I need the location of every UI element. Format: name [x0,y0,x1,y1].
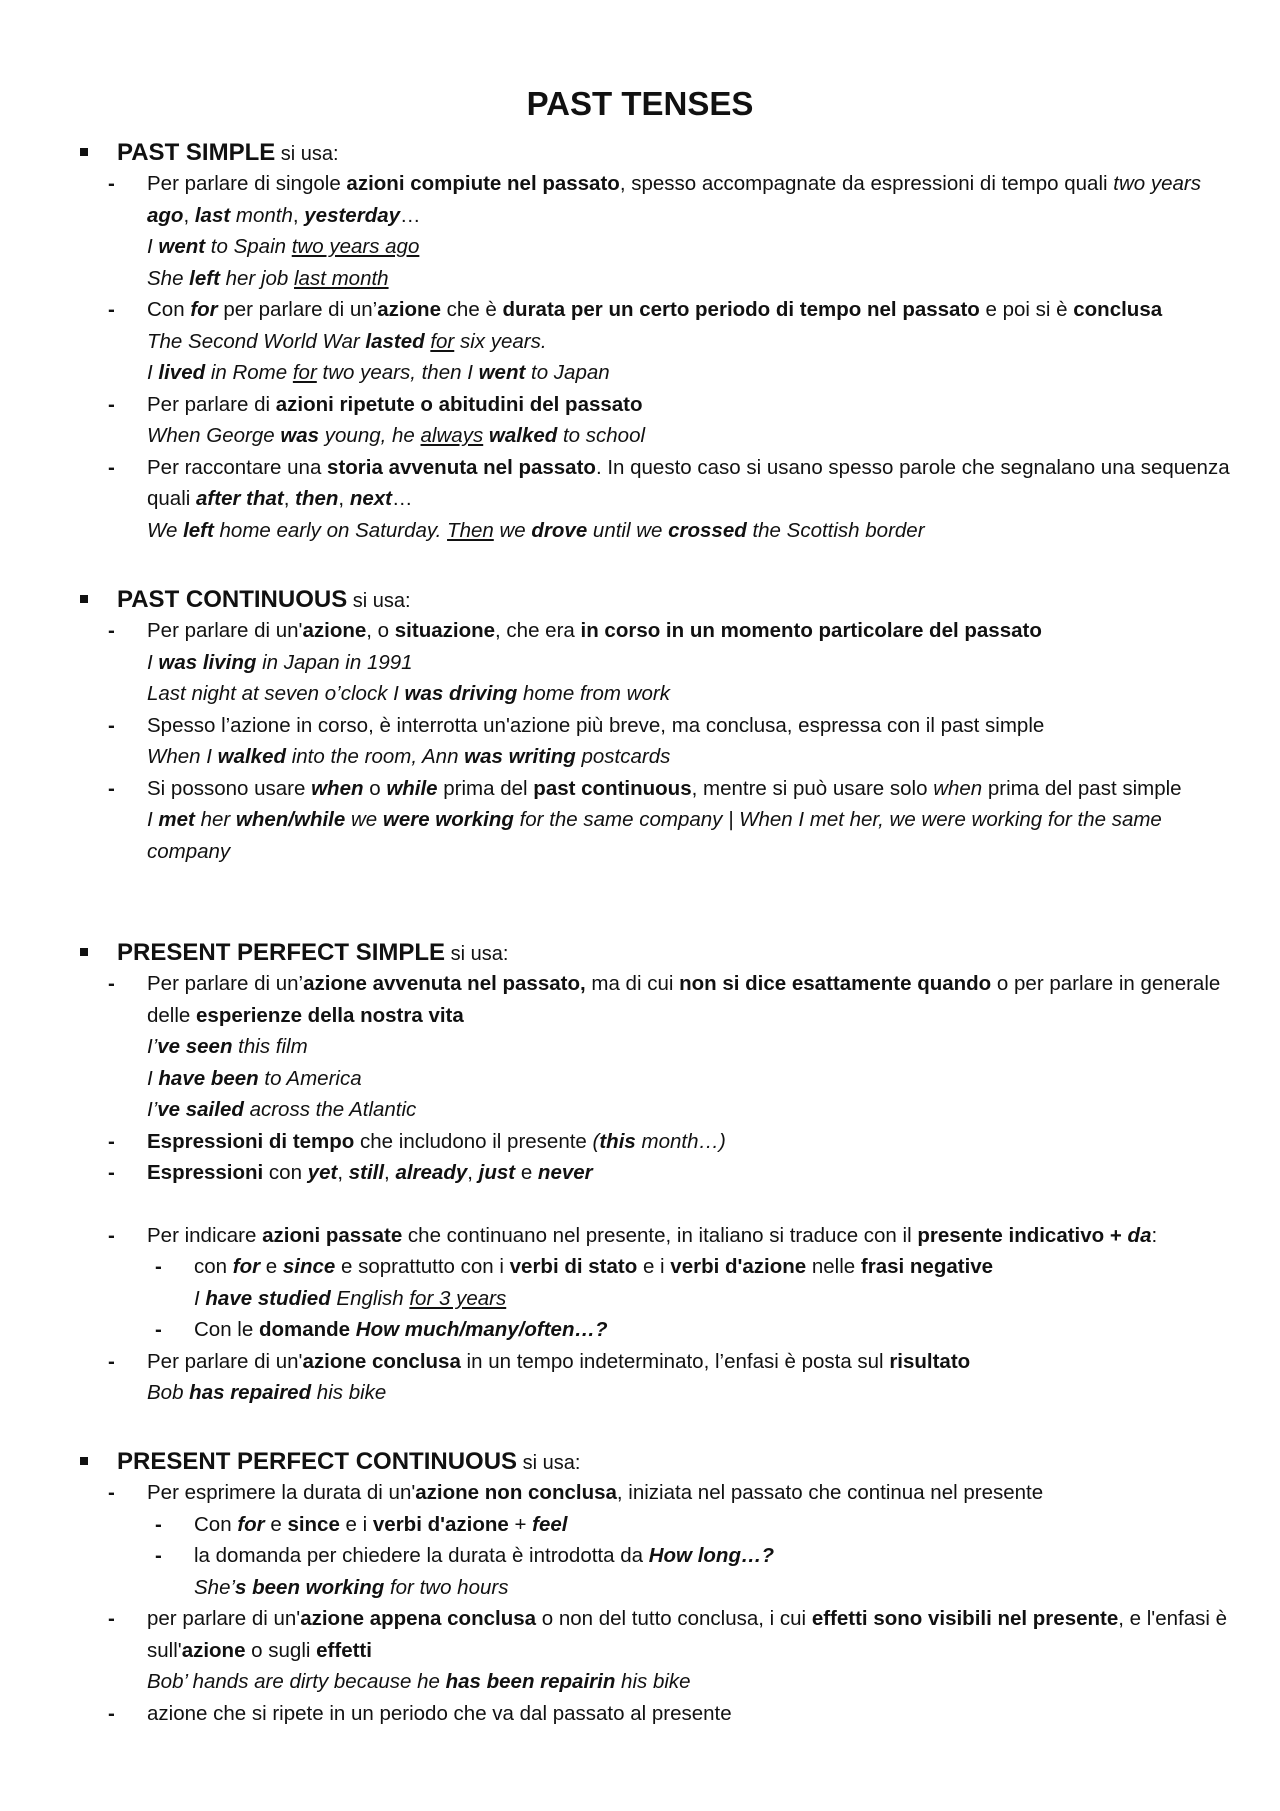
item-text: Per esprimere la durata di un'azione non conclusa, iniziata nel passato che continua nel presente [147,1481,1044,1504]
item-text: Con le domande How much/many/often…? [194,1318,608,1341]
dash-bullet-icon: - [108,455,115,479]
example-sentence [0,741,1280,773]
list-item [0,615,1280,647]
item-text: I’ve seen this film [147,1035,308,1058]
item-text: Bob has repaired his bike [147,1381,387,1404]
dash-bullet-icon: - [155,1318,162,1341]
square-bullet-icon [80,1457,88,1465]
item-text: Last night at seven o’clock I was driving home from work [147,682,670,705]
dash-bullet-icon: - [108,1161,115,1184]
dash-bullet-icon: - [108,776,115,800]
list-item [0,1698,1280,1730]
list-item [0,968,1280,1031]
section-past-simple [0,137,1280,546]
sub-list-item [0,1540,1280,1572]
example-sentence [0,1377,1280,1409]
item-text: I met her when/while we were working for the same company | When I met her, we were working for the same company [147,808,1162,863]
spacer [0,1189,1280,1220]
list-item [0,710,1280,742]
section-present-perfect-simple [0,937,1280,1409]
dash-bullet-icon: - [108,1349,115,1373]
list-item [0,1346,1280,1378]
item-text: con for e since e soprattutto con i verbi di stato e i verbi d'azione nelle frasi negative [194,1255,994,1278]
section-title-suffix: si usa: [445,943,509,965]
square-bullet-icon [80,148,88,156]
list-item [0,1126,1280,1158]
section-heading [0,1446,1280,1477]
example-sentence [0,326,1280,358]
item-text: Per parlare di un’azione avvenuta nel passato, ma di cui non si dice esattamente quando o per parlare in generale delle esperienze della nostra vita [147,972,1221,1027]
item-text: azione che si ripete in un periodo che va dal passato al presente [147,1701,732,1725]
section-title: PRESENT PERFECT SIMPLE [117,939,446,966]
section-title-suffix: si usa: [347,590,411,612]
dash-bullet-icon: - [108,172,115,195]
item-text: Per parlare di un'azione conclusa in un tempo indeterminato, l’enfasi è posta sul risultato [147,1349,971,1373]
item-text: Espressioni con yet, still, already, just e never [147,1161,593,1184]
dash-bullet-icon: - [108,972,115,995]
dash-bullet-icon: - [155,1544,162,1567]
dash-bullet-icon: - [108,1607,115,1630]
list-item [0,389,1280,421]
item-text: I lived in Rome for two years, then I went to Japan [147,361,610,384]
list-item [0,452,1280,515]
section-present-perfect-continuous [0,1446,1280,1729]
example-sentence [0,1283,1280,1315]
list-item [0,1220,1280,1252]
item-text: When George was young, he always walked to school [147,424,646,447]
item-text: I was living in Japan in 1991 [147,650,413,674]
section-title: PAST SIMPLE [117,139,276,166]
list-item [0,294,1280,326]
item-text: The Second World War lasted for six years. [147,329,547,353]
example-sentence [0,420,1280,452]
section-title: PRESENT PERFECT CONTINUOUS [117,1448,518,1475]
dash-bullet-icon: - [108,1223,115,1247]
example-sentence [0,647,1280,679]
item-text: Per raccontare una storia avvenuta nel passato. In questo caso si usano spesso parole che segnalano una sequenza quali after that, then, next… [147,455,1230,510]
item-text: Per parlare di azioni ripetute o abitudini del passato [147,392,643,416]
dash-bullet-icon: - [108,392,115,416]
dash-bullet-icon: - [108,1701,115,1725]
section-title: PAST CONTINUOUS [117,586,348,613]
example-sentence [0,678,1280,710]
example-sentence [0,1094,1280,1126]
item-text: We left home early on Saturday. Then we drove until we crossed the Scottish border [147,518,925,542]
item-text: I went to Spain two years ago [147,235,420,258]
item-text: She’s been working for two hours [194,1575,509,1599]
item-text: Spesso l’azione in corso, è interrotta un'azione più breve, ma conclusa, espressa con il past simple [147,713,1045,737]
sub-list-item [0,1509,1280,1541]
item-text: Per parlare di singole azioni compiute nel passato, spesso accompagnate da espressioni di tempo quali two years ago, last month, yesterday… [147,172,1201,227]
dash-bullet-icon: - [108,619,115,642]
example-sentence [0,231,1280,263]
item-text: I’ve sailed across the Atlantic [147,1098,417,1121]
example-sentence [0,1031,1280,1063]
dash-bullet-icon: - [108,298,115,321]
item-text: I have studied English for 3 years [194,1286,507,1310]
example-sentence [0,263,1280,295]
item-text: la domanda per chiedere la durata è introdotta da How long…? [194,1544,774,1567]
sub-list-item [0,1314,1280,1346]
list-item [0,168,1280,231]
example-sentence [0,515,1280,547]
item-text: per parlare di un'azione appena conclusa o non del tutto conclusa, i cui effetti sono visibili nel presente, e l'enfasi è sull'azione o sugli effetti [147,1607,1228,1662]
sub-list-item [0,1251,1280,1283]
list-item [0,1157,1280,1189]
section-heading [0,584,1280,615]
dash-bullet-icon: - [155,1512,162,1536]
item-text: Per parlare di un'azione, o situazione, che era in corso in un momento particolare del passato [147,619,1042,642]
item-text: I have been to America [147,1066,362,1090]
section-past-continuous [0,584,1280,867]
list-item [0,1477,1280,1509]
dash-bullet-icon: - [108,1129,115,1153]
example-sentence [0,357,1280,389]
section-heading [0,137,1280,168]
item-text: Si possono usare when o while prima del past continuous, mentre si può usare solo when prima del past simple [147,776,1182,800]
section-title-suffix: si usa: [275,143,339,165]
example-sentence [0,804,1280,867]
item-text: Espressioni di tempo che includono il presente (this month…) [147,1129,726,1153]
item-text: Con for e since e i verbi d'azione + feel [194,1512,568,1536]
example-sentence [0,1063,1280,1095]
item-text: Con for per parlare di un’azione che è durata per un certo periodo di tempo nel passato e poi si è conclusa [147,298,1163,321]
dash-bullet-icon: - [155,1255,162,1278]
example-sentence [0,1572,1280,1604]
square-bullet-icon [80,595,88,603]
dash-bullet-icon: - [108,713,115,737]
section-title-suffix: si usa: [517,1452,581,1474]
list-item [0,773,1280,805]
list-item [0,1603,1280,1666]
item-text: Bob’ hands are dirty because he has been repairin his bike [147,1670,691,1693]
item-text: When I walked into the room, Ann was writing postcards [147,745,671,768]
square-bullet-icon [80,948,88,956]
dash-bullet-icon: - [108,1481,115,1504]
item-text: Per indicare azioni passate che continuano nel presente, in italiano si traduce con il presente indicativo + da: [147,1223,1158,1247]
section-heading [0,937,1280,968]
page-title: PAST TENSES [526,85,754,122]
example-sentence [0,1666,1280,1698]
item-text: She left her job last month [147,266,389,290]
